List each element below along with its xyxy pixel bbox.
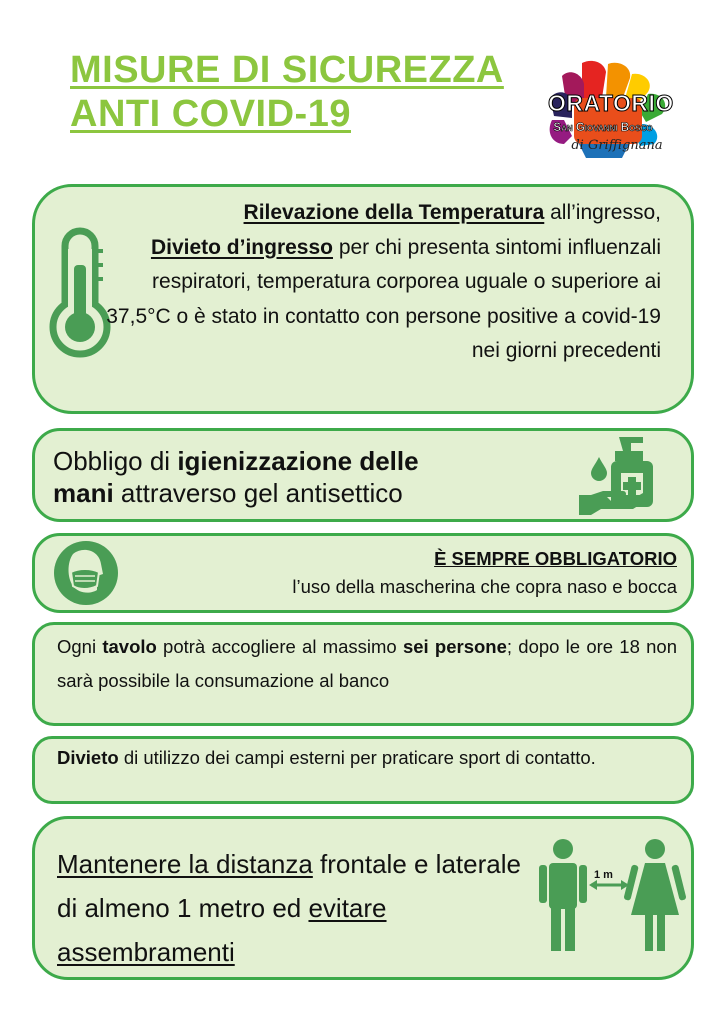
distance-label: 1 m <box>594 869 613 881</box>
oratorio-logo <box>522 58 684 178</box>
distance-highlight-2: evitare <box>308 893 387 923</box>
distance-card <box>32 816 694 980</box>
temperature-text <box>101 196 661 369</box>
mask-heading: È SEMPRE OBBLIGATORIO <box>434 548 677 569</box>
hands-text-1: Obbligo di <box>53 446 178 476</box>
hand-sanitizer-card <box>32 428 694 522</box>
hands-highlight-2: mani <box>53 478 114 508</box>
tables-text-3: ; dopo le ore 18 non sarà possibile la consumazione al banco <box>57 636 678 691</box>
logo-title: ORATORIO <box>548 90 674 116</box>
tables-text-1: Ogni <box>57 636 103 657</box>
tables-card <box>32 622 694 726</box>
face-mask-icon <box>53 540 119 606</box>
tables-text-2: potrà accogliere al massimo <box>156 636 403 657</box>
tables-text <box>57 630 677 697</box>
temperature-highlight: Rilevazione della Temperatura <box>243 201 545 224</box>
distance-text <box>57 842 527 974</box>
tables-highlight-2: sei persone <box>402 636 507 657</box>
temperature-card <box>32 184 694 414</box>
logo-hands-graphic <box>522 58 684 178</box>
distance-highlight-1: Mantenere la distanza <box>57 849 313 879</box>
fields-highlight: Divieto <box>57 747 119 768</box>
logo-subtitle: San Giovanni Bosco <box>553 122 653 134</box>
social-distance-icon <box>535 837 685 955</box>
hand-sanitizer-icon <box>577 435 667 517</box>
mask-card <box>32 533 694 613</box>
mask-text: l’uso della mascherina che copra naso e bocca <box>292 576 677 597</box>
temperature-text-1: all’ingresso, <box>544 201 661 224</box>
hands-text-2: attraverso gel antisettico <box>113 478 403 508</box>
title-line-1: MISURE DI SICUREZZA <box>70 49 504 91</box>
fields-card <box>32 736 694 804</box>
page-title <box>70 48 504 136</box>
fields-text <box>57 742 677 774</box>
temperature-text-2: per chi presenta sintomi influenzali respiratori, temperatura corporea uguale o superiore ai 37,5°C o è stato in contatto con persone positive a covid-19 nei giorni precedenti <box>106 235 661 362</box>
fields-text-1: di utilizzo dei campi esterni per praticare sport di contatto. <box>118 747 596 768</box>
logo-place: di Griffignana <box>571 138 663 153</box>
tables-highlight-1: tavolo <box>102 636 157 657</box>
title-line-2: ANTI COVID-19 <box>70 93 351 135</box>
hand-sanitizer-text <box>53 445 419 509</box>
distance-text-1: frontale e laterale di almeno 1 metro ed <box>57 849 521 923</box>
hands-highlight-1: igienizzazione delle <box>177 446 419 476</box>
entry-ban-highlight: Divieto d’ingresso <box>150 235 333 259</box>
distance-highlight-3: assembramenti <box>57 937 235 967</box>
